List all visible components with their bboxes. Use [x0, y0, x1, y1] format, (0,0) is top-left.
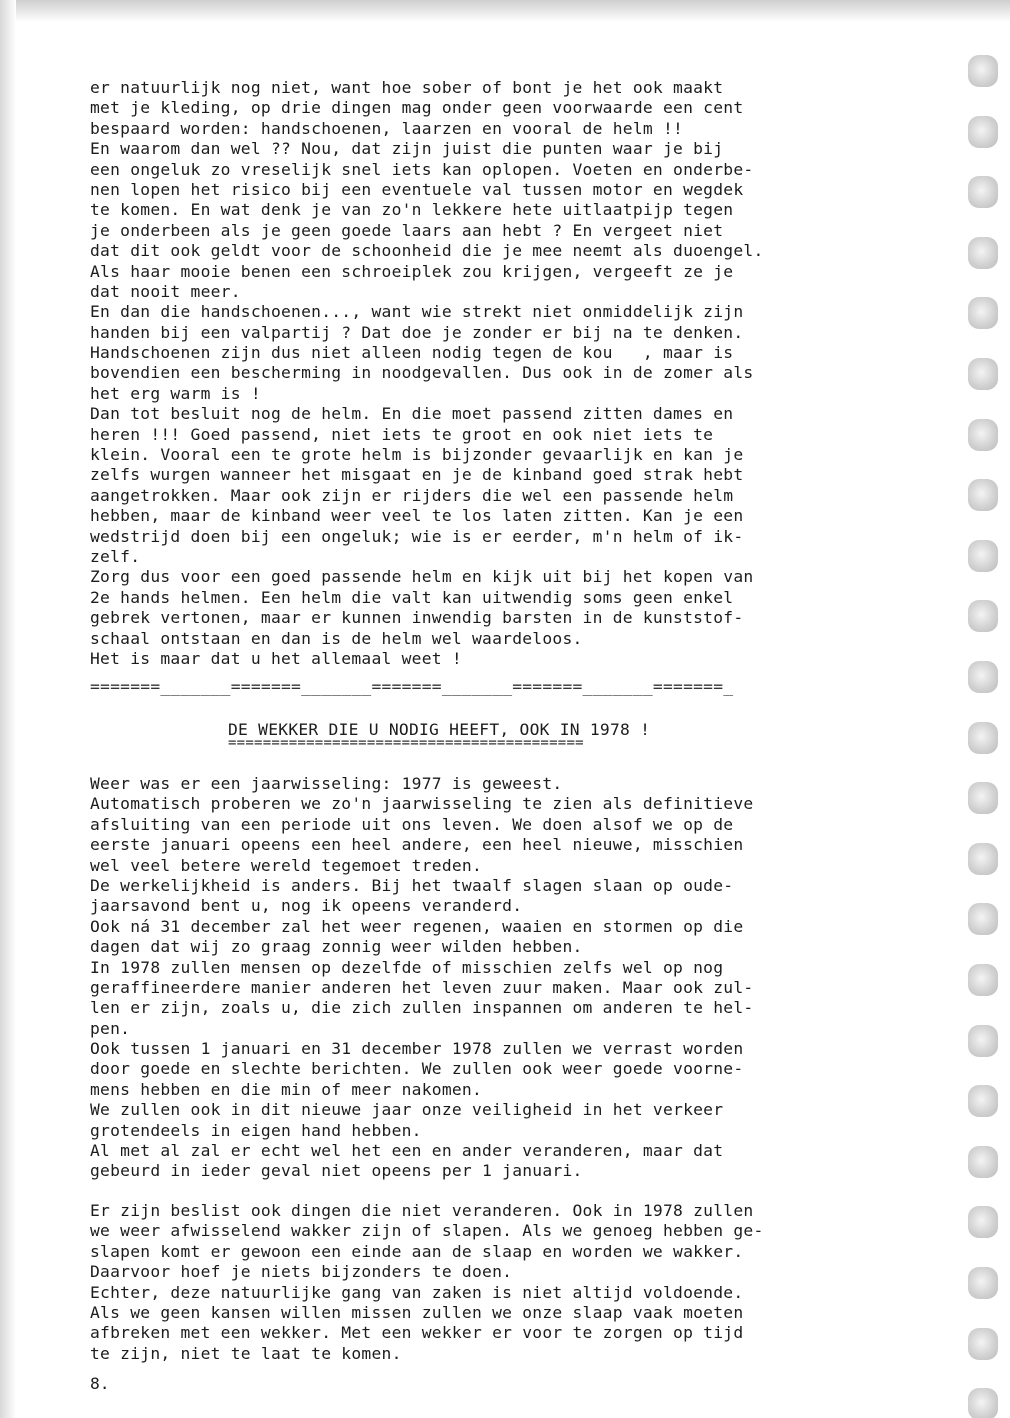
binder-hole: [968, 297, 998, 329]
text-line: zelfs wurgen wanneer het misgaat en je de kinband goed strak hebt: [90, 465, 744, 485]
binder-hole: [968, 419, 998, 451]
text-line: gebeurd in ieder geval niet opeens per 1 januari.: [90, 1161, 583, 1181]
text-line: hebben, maar de kinband weer veel te los laten zitten. Kan je een: [90, 506, 744, 526]
text-line: wedstrijd doen bij een ongeluk; wie is er eerder, m'n helm of ik-: [90, 526, 744, 546]
text-line: te komen. En wat denk je van zo'n lekkere hete uitlaatpijp tegen: [90, 200, 734, 220]
binder-hole: [968, 1146, 998, 1178]
section-divider: =======_______=======_______=======_______=======_______=======_: [90, 677, 734, 696]
binder-hole: [968, 479, 998, 511]
text-line: 2e hands helmen. Een helm die valt kan uitwendig soms geen enkel: [90, 587, 734, 607]
text-line: Handschoenen zijn dus niet alleen nodig tegen de kou , maar is: [90, 343, 734, 363]
page-top-shadow: [0, 0, 1010, 22]
binder-hole: [968, 964, 998, 996]
text-line: nen lopen het risico bij een eventuele val tussen motor en wegdek: [90, 179, 744, 199]
heading-underline: =========================================: [228, 735, 584, 751]
text-line: afsluiting van een periode uit ons leven. We doen alsof we op de: [90, 814, 734, 834]
text-line: Er zijn beslist ook dingen die niet veranderen. Ook in 1978 zullen: [90, 1201, 754, 1220]
article-wekker-text: [90, 774, 930, 1182]
binder-hole: [968, 237, 998, 269]
text-line: bovendien een bescherming in noodgevallen. Dus ook in de zomer als: [90, 363, 754, 383]
text-line: Al met al zal er echt wel het een en ander veranderen, maar dat: [90, 1141, 724, 1161]
page-left-shadow: [0, 0, 16, 1418]
binder-hole: [968, 661, 998, 693]
binder-hole: [968, 55, 998, 87]
binder-hole: [968, 782, 998, 814]
binder-holes: [968, 55, 1004, 1418]
text-line: Als haar mooie benen een schroeiplek zou krijgen, vergeeft ze je: [90, 261, 734, 281]
binder-hole: [968, 1267, 998, 1299]
text-line: je onderbeen als je geen goede laars aan hebt ? En vergeet niet: [90, 220, 724, 240]
text-line: eerste januari opeens een heel andere, een heel nieuwe, misschien: [90, 835, 744, 855]
text-line: geraffineerdere manier anderen het leven zuur maken. Maar ook zul-: [90, 977, 754, 997]
text-line: Automatisch proberen we zo'n jaarwisseling te zien als definitieve: [90, 794, 754, 814]
text-line: het erg warm is !: [90, 383, 261, 403]
text-line: met je kleding, op drie dingen mag onder geen voorwaarde een cent: [90, 98, 744, 118]
binder-hole: [968, 1085, 998, 1117]
text-line: bespaard worden: handschoenen, laarzen en vooral de helm !!: [90, 118, 684, 138]
text-line: We zullen ook in dit nieuwe jaar onze veiligheid in het verkeer: [90, 1100, 724, 1120]
text-line: En dan die handschoenen..., want wie strekt niet onmiddelijk zijn: [90, 302, 744, 322]
text-line: te zijn, niet te laat te komen.: [90, 1343, 402, 1363]
binder-hole: [968, 116, 998, 148]
text-line: slapen komt er gewoon een einde aan de slaap en worden we wakker.: [90, 1241, 744, 1261]
text-line: grotendeels in eigen hand hebben.: [90, 1120, 422, 1140]
binder-hole: [968, 903, 998, 935]
binder-hole: [968, 358, 998, 390]
text-line: Dan tot besluit nog de helm. En die moet passend zitten dames en: [90, 404, 734, 424]
binder-hole: [968, 1388, 998, 1418]
article-heading: DE WEKKER DIE U NODIG HEEFT, OOK IN 1978 !: [228, 720, 651, 739]
text-line: dat nooit meer.: [90, 281, 241, 301]
text-line: Daarvoor hoef je niets bijzonders te doen.: [90, 1262, 513, 1282]
text-line: we weer afwisselend wakker zijn of slapen. Als we genoeg hebben ge-: [90, 1221, 764, 1241]
text-line: jaarsavond bent u, nog ik opeens veranderd.: [90, 896, 523, 916]
binder-hole: [968, 540, 998, 572]
text-line: En waarom dan wel ?? Nou, dat zijn juist die punten waar je bij: [90, 139, 724, 159]
text-line: dat dit ook geldt voor de schoonheid die je mee neemt als duoengel.: [90, 241, 764, 261]
text-line: Ook tussen 1 januari en 31 december 1978 zullen we verrast worden: [90, 1039, 744, 1059]
text-line: dagen dat wij zo graag zonnig weer wilden hebben.: [90, 937, 583, 957]
text-line: afbreken met een wekker. Met een wekker er voor te zorgen op tijd: [90, 1323, 744, 1343]
text-line: handen bij een valpartij ? Dat doe je zonder er bij na te denken.: [90, 322, 744, 342]
binder-hole: [968, 722, 998, 754]
text-line: pen.: [90, 1018, 131, 1038]
binder-hole: [968, 176, 998, 208]
text-line: een ongeluk zo vreselijk snel iets kan oplopen. Voeten en onderbe-: [90, 159, 754, 179]
text-line: In 1978 zullen mensen op dezelfde of misschien zelfs wel op nog: [90, 957, 724, 977]
binder-hole: [968, 843, 998, 875]
binder-hole: [968, 1206, 998, 1238]
binder-hole: [968, 1328, 998, 1360]
text-line: Weer was er een jaarwisseling: 1977 is geweest.: [90, 774, 563, 793]
text-line: Ook ná 31 december zal het weer regenen, waaien en stormen op die: [90, 916, 744, 936]
text-line: schaal ontstaan en dan is de helm wel waardeloos.: [90, 628, 583, 648]
text-line: De werkelijkheid is anders. Bij het twaalf slagen slaan op oude-: [90, 875, 734, 895]
binder-hole: [968, 600, 998, 632]
text-line: Echter, deze natuurlijke gang van zaken is niet altijd voldoende.: [90, 1282, 744, 1302]
text-line: Het is maar dat u het allemaal weet !: [90, 648, 462, 668]
text-line: aangetrokken. Maar ook zijn er rijders die wel een passende helm: [90, 485, 734, 505]
text-line: er natuurlijk nog niet, want hoe sober of bont je het ook maakt: [90, 78, 724, 97]
text-line: heren !!! Goed passend, niet iets te groot en ook niet iets te: [90, 424, 714, 444]
text-line: Zorg dus voor een goed passende helm en kijk uit bij het kopen van: [90, 567, 754, 587]
text-line: klein. Vooral een te grote helm is bijzonder gevaarlijk en kan je: [90, 445, 744, 465]
text-line: Als we geen kansen willen missen zullen we onze slaap vaak moeten: [90, 1302, 744, 1322]
text-line: door goede en slechte berichten. We zullen ook weer goede voorne-: [90, 1059, 744, 1079]
page-number: 8.: [90, 1374, 110, 1393]
article-wekker-text-continued: [90, 1201, 930, 1364]
binder-hole: [968, 1025, 998, 1057]
text-line: gebrek vertonen, maar er kunnen inwendig barsten in de kunststof-: [90, 608, 744, 628]
text-line: mens hebben en die min of meer nakomen.: [90, 1079, 483, 1099]
text-line: wel veel betere wereld tegemoet treden.: [90, 855, 483, 875]
article-helmet-text: [90, 78, 930, 669]
text-line: zelf.: [90, 546, 141, 566]
text-line: len er zijn, zoals u, die zich zullen inspannen om anderen te hel-: [90, 998, 754, 1018]
